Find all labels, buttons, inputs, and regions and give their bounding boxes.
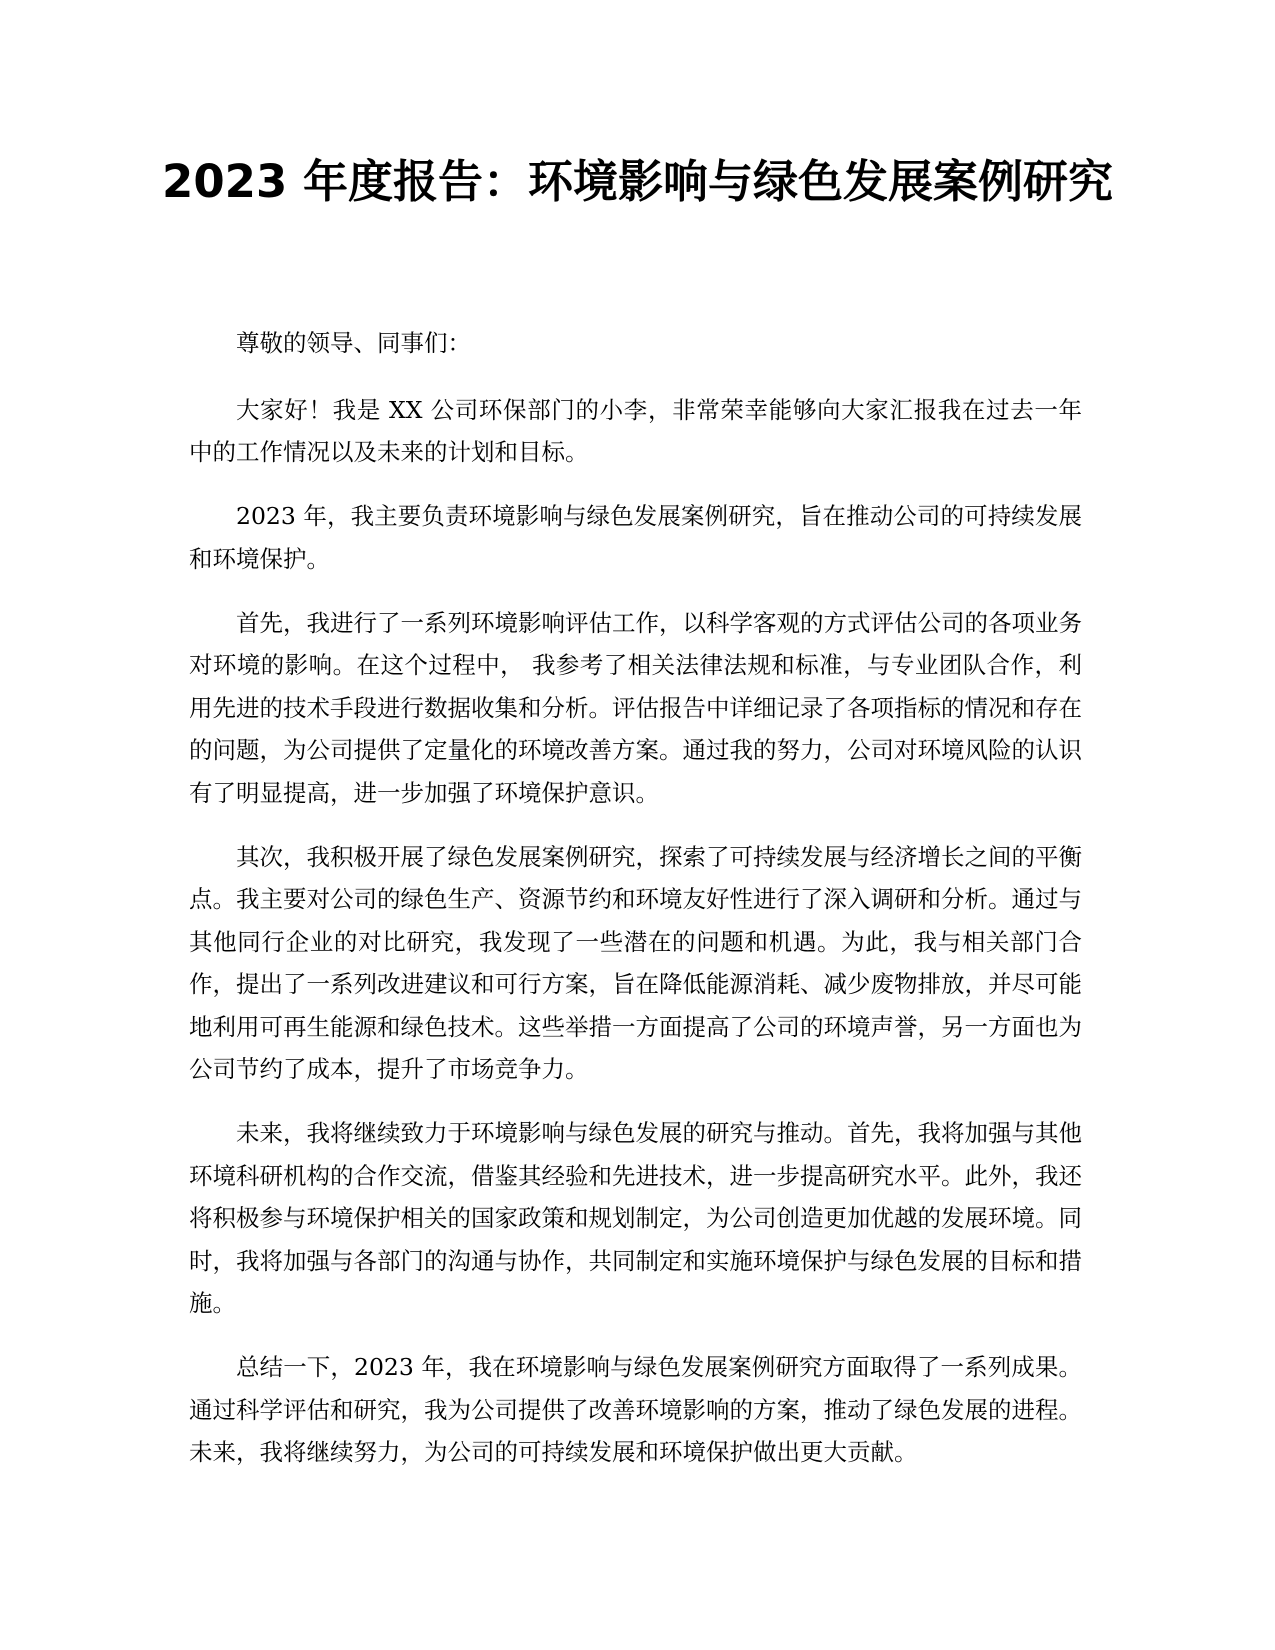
greeting-paragraph: 大家好！我是 XX 公司环保部门的小李，非常荣幸能够向大家汇报我在过去一年中的工作情况以及未来的计划和目标。	[189, 395, 1082, 466]
document-title: 2023 年度报告：环境影响与绿色发展案例研究	[162, 155, 1113, 208]
case-study-paragraph: 其次，我积极开展了绿色发展案例研究，探索了可持续发展与经济增长之间的平衡点。我主要对公司的绿色生产、资源节约和环境友好性进行了深入调研和分析。通过与其他同行企业的对比研究，我发现了一些潜在的问题和机遇。为此，我与相关部门合作，提出了一系列改进建议和可行方案，旨在降低能源消耗、减少废物排放，并尽可能地利用可再生能源和绿色技术。这些举措一方面提高了公司的环境声誉，另一方面也为公司节约了成本，提升了市场竞争力。	[189, 842, 1082, 1083]
future-plan-paragraph: 未来，我将继续致力于环境影响与绿色发展的研究与推动。首先，我将加强与其他环境科研机构的合作交流，借鉴其经验和先进技术，进一步提高研究水平。此外，我还将积极参与环境保护相关的国家政策和规划制定，为公司创造更加优越的发展环境。同时，我将加强与各部门的沟通与协作，共同制定和实施环境保护与绿色发展的目标和措施。	[189, 1119, 1082, 1317]
salutation-paragraph: 尊敬的领导、同事们：	[236, 329, 471, 357]
summary-paragraph: 总结一下，2023 年，我在环境影响与绿色发展案例研究方面取得了一系列成果。通过科学评估和研究，我为公司提供了改善环境影响的方案，推动了绿色发展的进程。未来，我将继续努力，为公司的可持续发展和环境保护做出更大贡献。	[189, 1353, 1082, 1466]
assessment-paragraph: 首先，我进行了一系列环境影响评估工作，以科学客观的方式评估公司的各项业务对环境的影响。在这个过程中， 我参考了相关法律法规和标准，与专业团队合作，利用先进的技术手段进行数据收集和分析。评估报告中详细记录了各项指标的情况和存在的问题，为公司提供了定量化的环境改善方案。通过我的努力，公司对环境风险的认识有了明显提高，进一步加强了环境保护意识。	[189, 608, 1082, 807]
responsibility-paragraph: 2023 年，我主要负责环境影响与绿色发展案例研究，旨在推动公司的可持续发展和环境保护。	[189, 502, 1082, 573]
document-body	[189, 322, 1082, 1495]
